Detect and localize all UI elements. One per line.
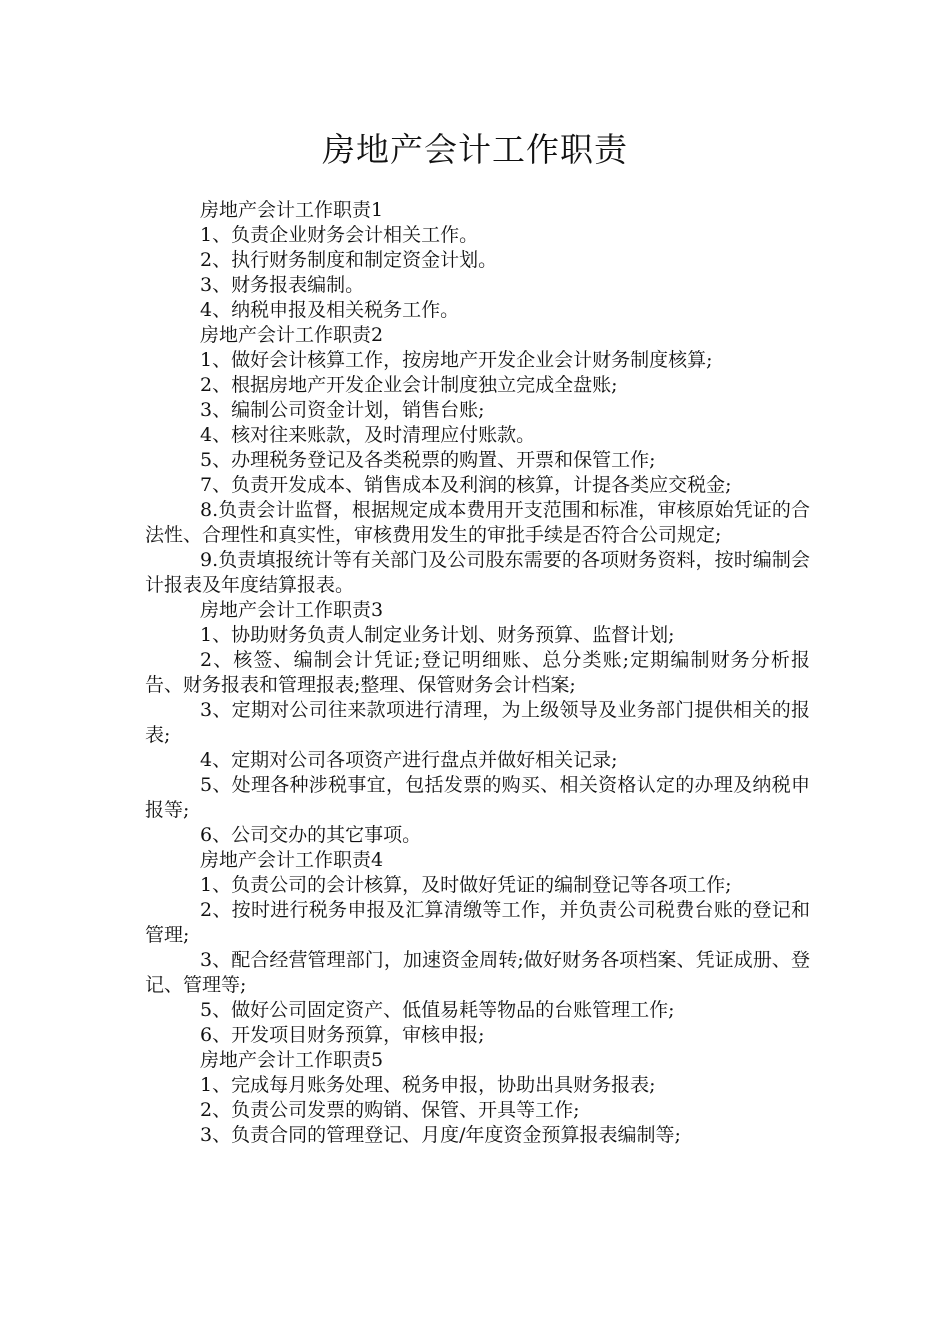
list-item: 4、定期对公司各项资产进行盘点并做好相关记录; (200, 749, 618, 771)
list-item: 1、协助财务负责人制定业务计划、财务预算、监督计划; (200, 624, 675, 646)
list-item: 6、公司交办的其它事项。 (200, 824, 422, 846)
list-item: 5、处理各种涉税事宜，包括发票的购买、相关资格认定的办理及纳税申报等; (145, 774, 810, 821)
section-heading: 房地产会计工作职责3 (200, 599, 384, 621)
list-item: 2、根据房地产开发企业会计制度独立完成全盘账; (200, 374, 618, 396)
list-item: 9.负责填报统计等有关部门及公司股东需要的各项财务资料，按时编制会计报表及年度结算报表。 (145, 549, 810, 596)
list-item: 3、定期对公司往来款项进行清理，为上级领导及业务部门提供相关的报表; (145, 699, 810, 746)
section-heading: 房地产会计工作职责5 (200, 1049, 384, 1071)
list-item: 7、负责开发成本、销售成本及利润的核算，计提各类应交税金; (200, 474, 732, 496)
list-item: 3、编制公司资金计划，销售台账; (200, 399, 485, 421)
list-item: 4、纳税申报及相关税务工作。 (200, 299, 460, 321)
list-item: 2、按时进行税务申报及汇算清缴等工作，并负责公司税费台账的登记和管理; (145, 899, 810, 946)
document-body (145, 198, 810, 1148)
list-item: 2、负责公司发票的购销、保管、开具等工作; (200, 1099, 580, 1121)
list-item: 2、核签、编制会计凭证;登记明细账、总分类账;定期编制财务分析报告、财务报表和管理报表;整理、保管财务会计档案; (145, 649, 810, 696)
list-item: 5、做好公司固定资产、低值易耗等物品的台账管理工作; (200, 999, 675, 1021)
list-item: 6、开发项目财务预算，审核申报; (200, 1024, 485, 1046)
list-item: 4、核对往来账款，及时清理应付账款。 (200, 424, 536, 446)
document-title: 房地产会计工作职责 (322, 130, 628, 169)
section-heading: 房地产会计工作职责1 (200, 199, 384, 221)
list-item: 8.负责会计监督，根据规定成本费用开支范围和标准，审核原始凭证的合法性、合理性和真实性，审核费用发生的审批手续是否符合公司规定; (145, 499, 810, 546)
section-heading: 房地产会计工作职责4 (200, 849, 384, 871)
list-item: 1、负责企业财务会计相关工作。 (200, 224, 479, 246)
list-item: 5、办理税务登记及各类税票的购置、开票和保管工作; (200, 449, 656, 471)
list-item: 3、配合经营管理部门，加速资金周转;做好财务各项档案、凭证成册、登记、管理等; (145, 949, 810, 996)
list-item: 3、负责合同的管理登记、月度/年度资金预算报表编制等; (200, 1124, 681, 1146)
list-item: 3、财务报表编制。 (200, 274, 365, 296)
list-item: 1、负责公司的会计核算，及时做好凭证的编制登记等各项工作; (200, 874, 732, 896)
list-item: 2、执行财务制度和制定资金计划。 (200, 249, 498, 271)
section-heading: 房地产会计工作职责2 (200, 324, 384, 346)
list-item: 1、做好会计核算工作，按房地产开发企业会计财务制度核算; (200, 349, 713, 371)
list-item: 1、完成每月账务处理、税务申报，协助出具财务报表; (200, 1074, 656, 1096)
